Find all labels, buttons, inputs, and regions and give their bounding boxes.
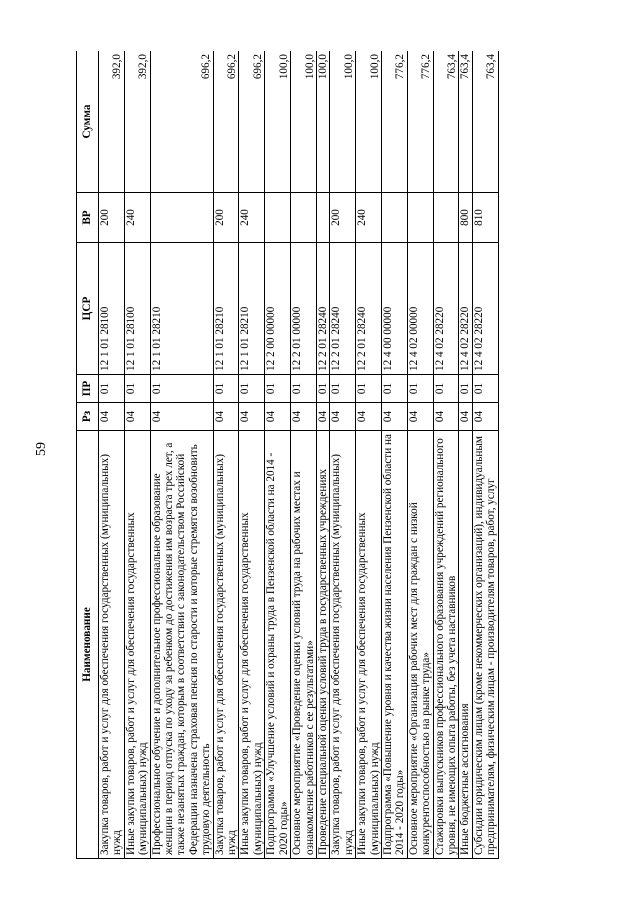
row-csr: 12 4 02 00000 [407, 243, 433, 375]
row-vr: 200 [99, 193, 125, 243]
row-sum: 100,0 [265, 51, 291, 193]
row-vr [265, 193, 291, 243]
row-csr: 12 2 01 00000 [291, 243, 317, 375]
row-vr [407, 193, 433, 243]
table-row [316, 51, 329, 859]
row-sum: 100,0 [330, 51, 356, 193]
row-name: Основное мероприятие «Организация рабочих мест для граждан с низкой конкурентоспособностью на рынке труда» [407, 431, 433, 859]
row-name: Иные бюджетные ассигнования [459, 431, 472, 859]
row-rz: 04 [239, 403, 265, 431]
row-sum: 392,0 [124, 51, 150, 193]
row-rz: 04 [407, 403, 433, 431]
row-sum: 696,2 [150, 51, 213, 193]
header-vr: ВР [77, 193, 99, 243]
header-pr: ПР [77, 375, 99, 403]
row-vr [381, 193, 407, 243]
row-vr [316, 193, 329, 243]
header-name: Наименование [77, 431, 99, 859]
row-vr [150, 193, 213, 243]
row-pr: 01 [124, 375, 150, 403]
row-pr: 01 [213, 375, 239, 403]
row-rz: 04 [213, 403, 239, 431]
row-rz: 04 [124, 403, 150, 431]
row-csr: 12 4 02 28220 [433, 243, 459, 375]
row-sum: 100,0 [356, 51, 382, 193]
row-csr: 12 1 01 28210 [213, 243, 239, 375]
header-rz: Рз [77, 403, 99, 431]
rotated-table-container [76, 51, 592, 859]
row-sum: 696,2 [213, 51, 239, 193]
row-name: Иные закупки товаров, работ и услуг для обеспечения государственных (муниципальных) нужд [239, 431, 265, 859]
row-pr: 01 [99, 375, 125, 403]
row-rz: 04 [381, 403, 407, 431]
row-rz: 04 [265, 403, 291, 431]
table-row [407, 51, 433, 859]
row-csr: 12 2 01 28240 [330, 243, 356, 375]
table-row [291, 51, 317, 859]
row-pr: 01 [150, 375, 213, 403]
row-sum: 100,0 [291, 51, 317, 193]
header-csr: ЦСР [77, 243, 99, 375]
row-vr: 240 [239, 193, 265, 243]
table-row [459, 51, 472, 859]
table-row [356, 51, 382, 859]
row-vr: 240 [356, 193, 382, 243]
row-rz: 04 [356, 403, 382, 431]
row-pr: 01 [433, 375, 459, 403]
row-vr: 200 [213, 193, 239, 243]
page-number: 59 [34, 442, 49, 456]
row-sum: 776,2 [381, 51, 407, 193]
row-csr: 12 1 01 28210 [239, 243, 265, 375]
row-pr: 01 [407, 375, 433, 403]
row-sum: 696,2 [239, 51, 265, 193]
row-pr: 01 [472, 375, 498, 403]
row-name: Подпрограмма «Улучшение условий и охраны труда в Пензенской области на 2014 - 2020 годы» [265, 431, 291, 859]
table-row [239, 51, 265, 859]
table-row [124, 51, 150, 859]
table-row [213, 51, 239, 859]
row-pr: 01 [356, 375, 382, 403]
row-csr: 12 2 01 28240 [356, 243, 382, 375]
row-vr [433, 193, 459, 243]
table-row [472, 51, 498, 859]
row-name: Подпрограмма «Повышение уровня и качества жизни населения Пензенской области на 2014 - 2020 годы» [381, 431, 407, 859]
budget-table [76, 51, 499, 859]
row-sum: 763,4 [433, 51, 459, 193]
row-rz: 04 [433, 403, 459, 431]
row-name: Проведение специальной оценки условий труда в государственных учреждениях [316, 431, 329, 859]
row-vr: 240 [124, 193, 150, 243]
row-name: Иные закупки товаров, работ и услуг для обеспечения государственных (муниципальных) нужд [356, 431, 382, 859]
row-sum: 763,4 [459, 51, 472, 193]
row-pr: 01 [239, 375, 265, 403]
row-csr: 12 4 02 28220 [459, 243, 472, 375]
row-rz: 04 [291, 403, 317, 431]
row-sum: 763,4 [472, 51, 498, 193]
row-name: Закупка товаров, работ и услуг для обеспечения государственных (муниципальных) нужд [330, 431, 356, 859]
row-pr: 01 [381, 375, 407, 403]
header-row [77, 51, 99, 859]
row-csr: 12 4 00 00000 [381, 243, 407, 375]
row-name: Профессиональное обучение и дополнительное профессиональное образование женщин в период отпуска по уходу за ребенком до достижения им возраста трех лет, а также незанятых граждан, которым в соответствии с законодательством Российской Федерации назначена страховая пенсия по старости и которые стремятся возобновить трудовую деятельность [150, 431, 213, 859]
row-name: Иные закупки товаров, работ и услуг для обеспечения государственных (муниципальных) нужд [124, 431, 150, 859]
row-csr: 12 4 02 28220 [472, 243, 498, 375]
row-name: Закупка товаров, работ и услуг для обеспечения государственных (муниципальных) нужд [99, 431, 125, 859]
row-name: Субсидии юридическим лицам (кроме некоммерческих организаций), индивидуальным предпринимателям, физическим лицам - производителям товаров, работ, услуг [472, 431, 498, 859]
row-csr: 12 2 00 00000 [265, 243, 291, 375]
row-pr: 01 [265, 375, 291, 403]
row-csr: 12 1 01 28210 [150, 243, 213, 375]
row-vr [291, 193, 317, 243]
row-pr: 01 [459, 375, 472, 403]
row-rz: 04 [459, 403, 472, 431]
row-csr: 12 2 01 28240 [316, 243, 329, 375]
row-rz: 04 [472, 403, 498, 431]
table-frame [76, 51, 592, 859]
table-row [381, 51, 407, 859]
row-vr: 810 [472, 193, 498, 243]
row-rz: 04 [150, 403, 213, 431]
row-rz: 04 [330, 403, 356, 431]
row-rz: 04 [99, 403, 125, 431]
row-rz: 04 [316, 403, 329, 431]
row-name: Закупка товаров, работ и услуг для обеспечения государственных (муниципальных) нужд [213, 431, 239, 859]
header-sum: Сумма [77, 51, 99, 193]
row-sum: 100,0 [316, 51, 329, 193]
table-row [433, 51, 459, 859]
table-row [150, 51, 213, 859]
table-row [265, 51, 291, 859]
row-sum: 776,2 [407, 51, 433, 193]
row-sum: 392,0 [99, 51, 125, 193]
row-pr: 01 [316, 375, 329, 403]
row-name: Основное мероприятие «Проведение оценки условий труда на рабочих местах и ознакомление работников с ее результатами» [291, 431, 317, 859]
row-vr: 800 [459, 193, 472, 243]
row-pr: 01 [330, 375, 356, 403]
row-pr: 01 [291, 375, 317, 403]
row-csr: 12 1 01 28100 [124, 243, 150, 375]
row-name: Стажировки выпускников профессионального образования учреждений регионального уровня, не имеющих опыта работы, без учета наставников [433, 431, 459, 859]
table-row [330, 51, 356, 859]
row-vr: 200 [330, 193, 356, 243]
table-row [99, 51, 125, 859]
row-csr: 12 1 01 28100 [99, 243, 125, 375]
